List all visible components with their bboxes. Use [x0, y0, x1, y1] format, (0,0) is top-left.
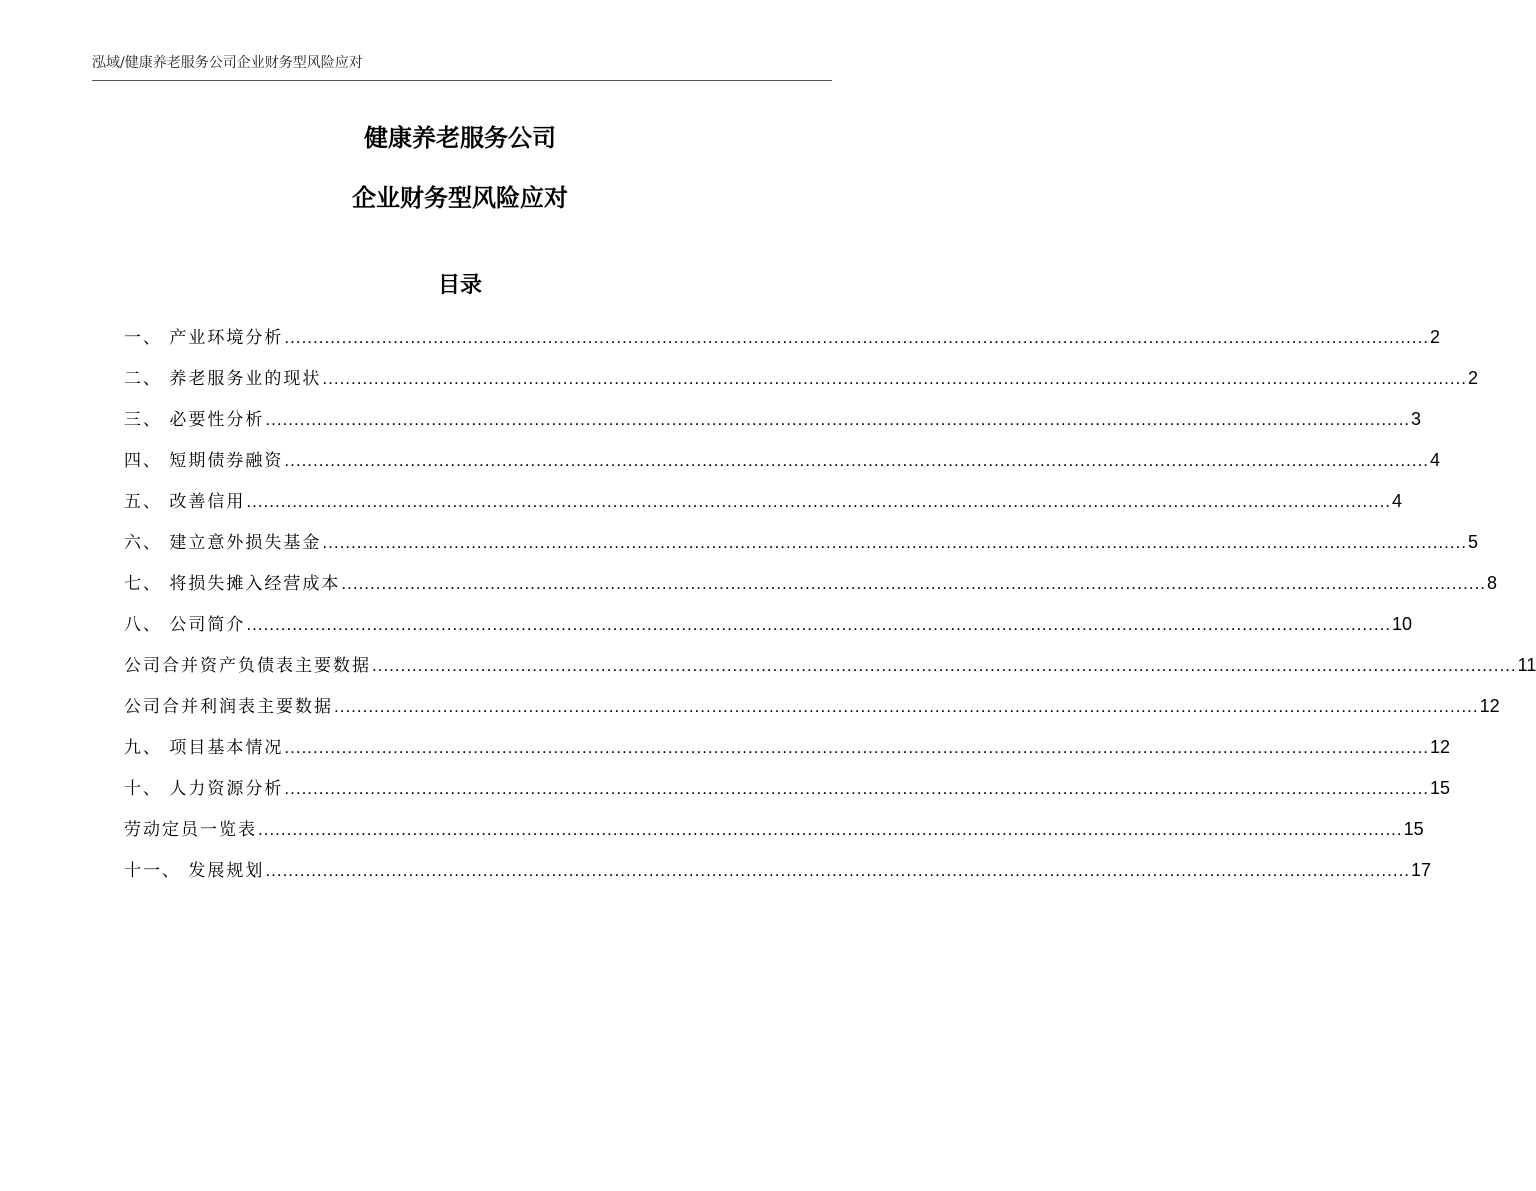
toc-entry-page: 4: [1430, 450, 1441, 470]
toc-entry[interactable]: [124, 771, 1451, 812]
toc-entry-label: 公司合并利润表主要数据: [124, 697, 333, 717]
toc-entry-page: 5: [1468, 532, 1479, 552]
toc-entry-label: 四、 短期债券融资: [124, 451, 284, 471]
toc-entry[interactable]: [124, 525, 1479, 566]
toc-entry[interactable]: [124, 607, 1413, 648]
toc-entry-page: 11: [1517, 655, 1536, 675]
toc-leader-dots: ........................................................................................................................................................................................................: [265, 410, 1411, 429]
toc-entry[interactable]: [124, 730, 1451, 771]
toc-leader-dots: ........................................................................................................................................................................................................: [322, 533, 1468, 552]
toc-entry[interactable]: [124, 812, 1424, 853]
toc-leader-dots: ........................................................................................................................................................................................................: [246, 492, 1392, 511]
toc-entry[interactable]: [124, 402, 1422, 443]
toc-leader-dots: ........................................................................................................................................................................................................: [284, 779, 1430, 798]
page-header: 泓域/健康养老服务公司企业财务型风险应对: [92, 52, 832, 81]
toc-entry[interactable]: [124, 361, 1479, 402]
toc-entry-label: 劳动定员一览表: [124, 820, 257, 840]
toc-entry[interactable]: [124, 443, 1441, 484]
toc-entry-label: 六、 建立意外损失基金: [124, 533, 322, 553]
toc-entry[interactable]: [124, 648, 1536, 689]
toc-entry-label: 十、 人力资源分析: [124, 779, 284, 799]
toc-entry-page: 8: [1487, 573, 1498, 593]
toc-entry[interactable]: [124, 853, 1432, 894]
toc-entry-page: 2: [1430, 327, 1441, 347]
toc-entry-label: 一、 产业环境分析: [124, 328, 284, 348]
toc-entry-label: 公司合并资产负债表主要数据: [124, 656, 371, 676]
toc-entry-page: 2: [1468, 368, 1479, 388]
toc-entry-page: 12: [1479, 696, 1500, 716]
toc-entry-label: 十一、 发展规划: [124, 861, 265, 881]
toc-entry-page: 15: [1403, 819, 1424, 839]
table-of-contents: [124, 320, 1536, 894]
document-title-line2: 企业财务型风险应对: [352, 184, 568, 212]
toc-entry-label: 九、 项目基本情况: [124, 738, 284, 758]
toc-entry[interactable]: [124, 484, 1403, 525]
toc-entry-page: 10: [1392, 614, 1413, 634]
toc-entry[interactable]: [124, 320, 1441, 361]
toc-leader-dots: ........................................................................................................................................................................................................: [372, 656, 1517, 675]
toc-leader-dots: ........................................................................................................................................................................................................: [284, 451, 1430, 470]
toc-entry[interactable]: [124, 689, 1500, 730]
toc-leader-dots: ........................................................................................................................................................................................................: [334, 697, 1479, 716]
toc-entry-label: 八、 公司简介: [124, 615, 246, 635]
toc-leader-dots: ........................................................................................................................................................................................................: [265, 861, 1411, 880]
toc-entry[interactable]: [124, 566, 1498, 607]
toc-leader-dots: ........................................................................................................................................................................................................: [284, 328, 1430, 347]
toc-leader-dots: ........................................................................................................................................................................................................: [284, 738, 1430, 757]
document-title-line1: 健康养老服务公司: [364, 124, 556, 152]
toc-entry-page: 17: [1411, 860, 1432, 880]
toc-entry-page: 12: [1430, 737, 1451, 757]
toc-entry-page: 15: [1430, 778, 1451, 798]
toc-entry-label: 三、 必要性分析: [124, 410, 265, 430]
toc-entry-page: 4: [1392, 491, 1403, 511]
toc-entry-label: 七、 将损失摊入经营成本: [124, 574, 341, 594]
toc-leader-dots: ........................................................................................................................................................................................................: [341, 574, 1487, 593]
toc-leader-dots: ........................................................................................................................................................................................................: [258, 820, 1403, 839]
toc-entry-page: 3: [1411, 409, 1422, 429]
toc-heading: 目录: [437, 273, 482, 298]
toc-leader-dots: ........................................................................................................................................................................................................: [246, 615, 1392, 634]
toc-leader-dots: ........................................................................................................................................................................................................: [322, 369, 1468, 388]
toc-entry-label: 五、 改善信用: [124, 492, 246, 512]
toc-entry-label: 二、 养老服务业的现状: [124, 369, 322, 389]
